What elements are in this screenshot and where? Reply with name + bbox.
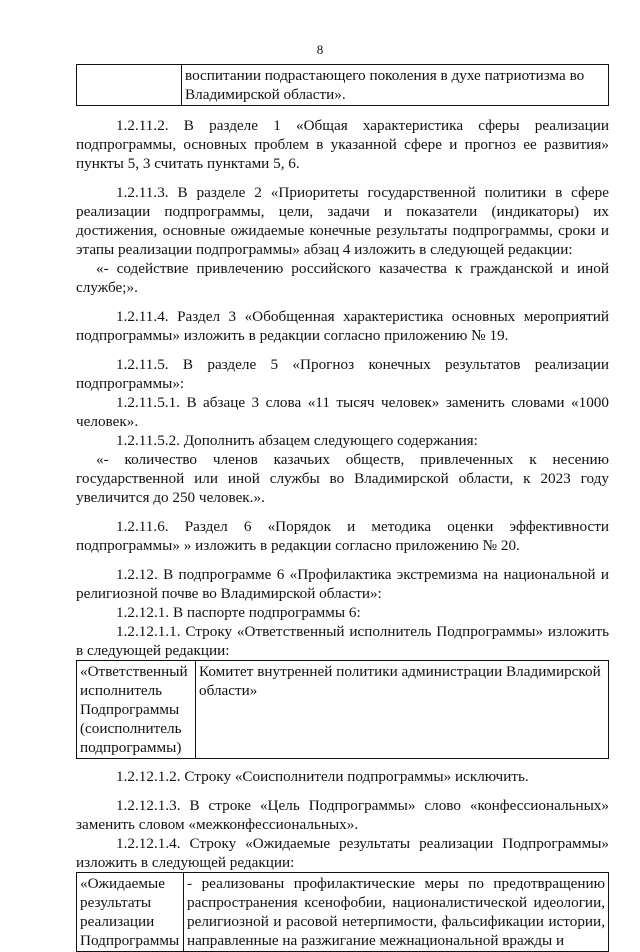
paragraph-1-2-11-5: 1.2.11.5. В разделе 5 «Прогноз конечных результатов реализации подпрограммы»:	[76, 356, 609, 392]
expected-results-label: «Ожидаемые результаты реализации Подпрограммы	[77, 873, 184, 952]
paragraph-quote-cossacks: «- количество членов казачьих обществ, привлеченных к несению государственной или иной службы во Владимирской области, к 2023 году увеличится до 250 человек.».	[76, 451, 609, 506]
paragraph-1-2-12-1-1: 1.2.12.1.1. Строку «Ответственный исполнитель Подпрограммы» изложить в следующей редакции:	[76, 623, 609, 659]
paragraph-1-2-11-5-2: 1.2.11.5.2. Дополнить абзацем следующего содержания:	[116, 432, 478, 449]
document-body	[76, 64, 609, 952]
top-table	[76, 64, 609, 106]
expected-results-value: - реализованы профилактические меры по предотвращению распространения ксенофобии, националистической идеологии, религиозной и расовой нетерпимости, фальсификации истории, направленные на разжигание межнациональной вражды и	[184, 873, 609, 952]
expected-results-table	[76, 872, 609, 952]
paragraph-1-2-11-5-1: 1.2.11.5.1. В абзаце 3 слова «11 тысяч человек» заменить словами «1000 человек».	[76, 394, 609, 430]
paragraph-1-2-12-1-2: 1.2.12.1.2. Строку «Соисполнители подпрограммы» исключить.	[116, 768, 529, 785]
paragraph-1-2-12-1: 1.2.12.1. В паспорте подпрограммы 6:	[116, 604, 361, 621]
top-table-left-cell	[77, 65, 182, 106]
paragraph-quote-service: «- содействие привлечению российского казачества к гражданской и иной службе;».	[76, 260, 609, 296]
paragraph-1-2-11-4: 1.2.11.4. Раздел 3 «Обобщенная характеристика основных мероприятий подпрограммы» изложить в редакции согласно приложению № 19.	[76, 308, 609, 344]
paragraph-1-2-11-2: 1.2.11.2. В разделе 1 «Общая характеристика сферы реализации подпрограммы, основных проблем в указанной сфере и прогноз ее развития» пункты 5, 3 считать пунктами 5, 6.	[76, 117, 609, 172]
responsible-executor-table	[76, 660, 609, 759]
responsible-executor-value: Комитет внутренней политики администрации Владимирской области»	[196, 661, 609, 759]
paragraph-1-2-11-3: 1.2.11.3. В разделе 2 «Приоритеты государственной политики в сфере реализации подпрограммы, цели, задачи и показатели (индикаторы) их достижения, основные ожидаемые конечные результаты подпрограммы, сроки и этапы реализации подпрограммы» абзац 4 изложить в следующей редакции:	[76, 184, 609, 258]
paragraph-1-2-12: 1.2.12. В подпрограмме 6 «Профилактика экстремизма на национальной и религиозной почве во Владимирской области»:	[76, 566, 609, 602]
paragraph-1-2-12-1-3: 1.2.12.1.3. В строке «Цель Подпрограммы» слово «конфессиональных» заменить словом «межконфессиональных».	[76, 797, 609, 833]
page-number: 8	[316, 42, 324, 57]
paragraph-1-2-11-6: 1.2.11.6. Раздел 6 «Порядок и методика оценки эффективности подпрограммы» » изложить в редакции согласно приложению № 20.	[76, 518, 609, 554]
top-table-right-cell: воспитании подрастающего поколения в духе патриотизма во Владимирской области».	[182, 65, 609, 106]
responsible-executor-label: «Ответственный исполнитель Подпрограммы (соисполнитель подпрограммы)	[77, 661, 196, 759]
paragraph-1-2-12-1-4: 1.2.12.1.4. Строку «Ожидаемые результаты реализации Подпрограммы» изложить в следующей редакции:	[76, 835, 609, 871]
